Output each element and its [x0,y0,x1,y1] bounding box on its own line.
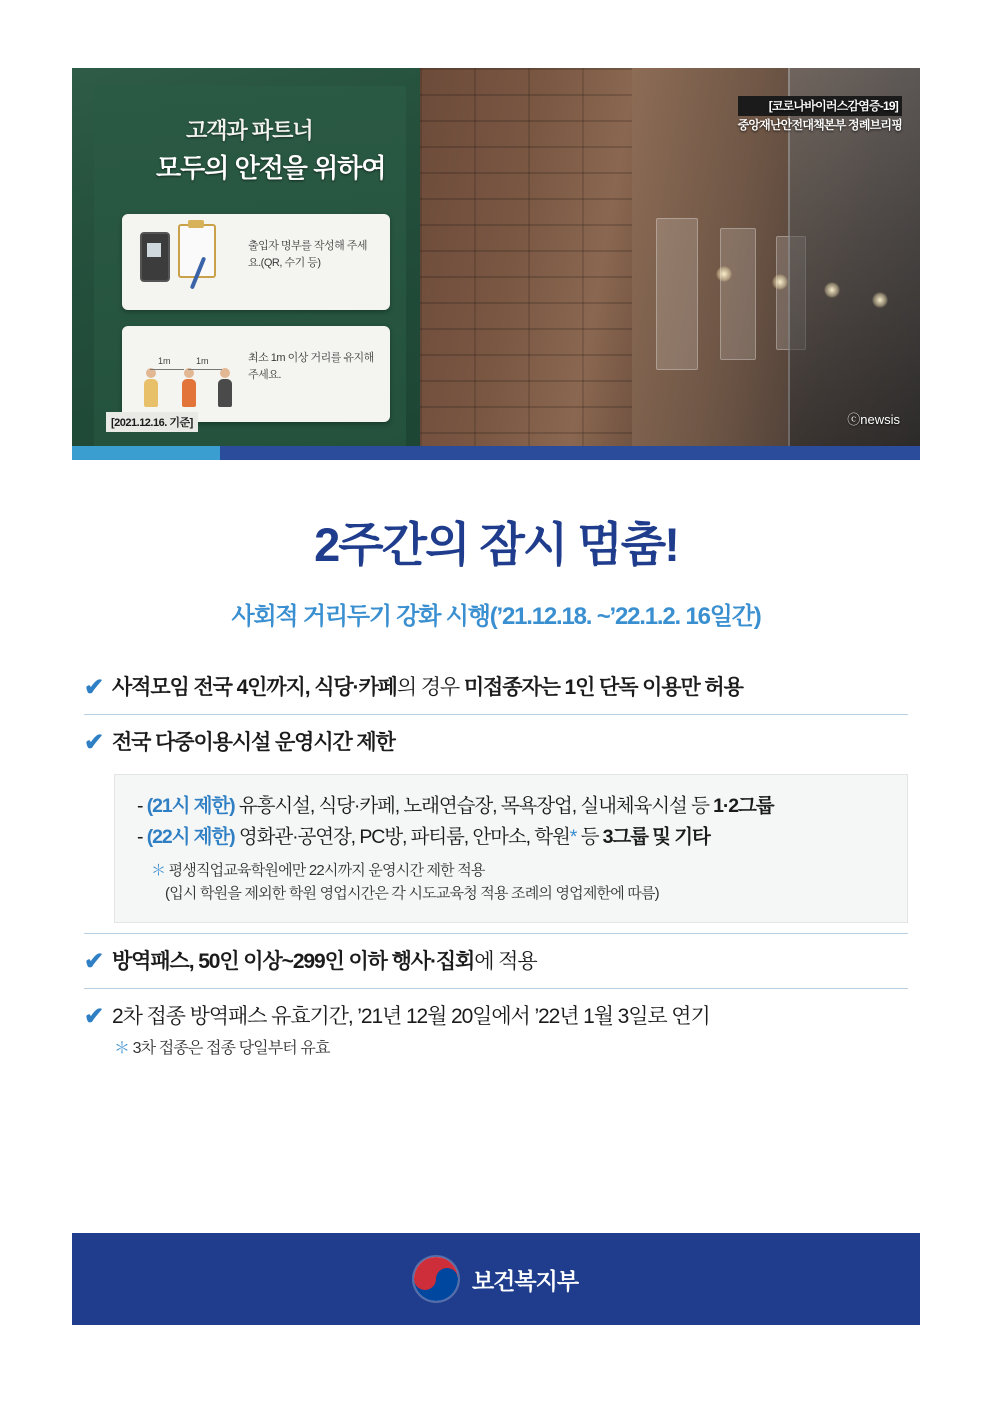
ministry-name: 보건복지부 [471,1267,579,1294]
panel-note-asterisk: ＊ [151,862,166,880]
ceiling-lamp-2 [772,274,788,290]
safety-poster [94,86,406,452]
list-item-operating-hours-text: 전국 다중이용시설 운영시간 제한 [112,731,395,755]
panel-line-21 [137,791,885,822]
panel-line-22-dash: - [137,825,143,848]
check-icon: ✔ [84,947,105,975]
poster-card-distance-text: 최소 1m 이상 거리를 유지해주세요. [248,352,374,381]
banner-bottom-bar-accent [72,446,220,460]
panel-line-22-group: 3그룹 및 기타 [602,825,710,848]
page-title: 2주간의 잠시 멈춤! [314,518,678,571]
list-item-private-gathering [84,660,908,714]
ceiling-lamp-3 [824,282,840,298]
distance-line-left [150,369,184,370]
briefing-tag-line1: [코로나바이러스감염증-19] [738,96,902,116]
check-icon: ✔ [84,729,105,757]
operating-hours-panel [114,774,908,923]
bullet3-part2: 에 적용 [474,949,537,973]
second-dose-note-text: 3차 접종은 접종 당일부터 유효 [132,1040,330,1058]
second-dose-note-asterisk: ＊ [114,1040,130,1058]
panel-line-22 [137,822,885,853]
poster-title-line2: 모두의 안전을 위하여 [156,153,386,183]
bullet1-part3: 미접종자는 1인 단독 이용만 허용 [463,676,743,699]
poster-card-entry-log-text: 출입자 명부를 작성해 주세요.(QR, 수기 등) [248,240,368,269]
photo-banner [72,68,920,460]
panel-note-line1 [151,859,885,882]
distance-label-right: 1m [196,356,209,366]
second-dose-note [84,1033,908,1058]
person-icon-2 [182,368,196,408]
list-item-second-dose-validity [84,989,908,1033]
check-icon: ✔ [84,674,105,701]
briefing-tag [738,96,902,134]
poster-card-entry-log [122,214,390,310]
panel-note-line2: (입시 학원을 제외한 학원 영업시간은 각 시도교육청 적용 조례의 영업제한에 따름) [165,885,659,903]
panel-line-21-body: 유흥시설, 식당·카페, 노래연습장, 목욕장업, 실내체육시설 등 [234,794,714,817]
list-item-vaccine-pass-events [84,934,908,988]
door-1 [656,218,698,370]
banner-photo-corridor [420,68,920,460]
door-2 [720,228,756,360]
check-icon: ✔ [84,1002,105,1030]
list-item-private-gathering-text [112,674,743,702]
brick-wall [420,68,632,460]
banner-photo-poster [72,68,420,460]
bullet1-part2: 의 경우 [396,676,464,699]
panel-line-21-group: 1·2그룹 [713,794,774,817]
panel-line-22-asterisk: * [569,825,577,848]
bullet3-part1: 방역패스, 50인 이상~299인 이하 행사·집회 [112,949,475,973]
briefing-tag-line2: 중앙재난안전대책본부 정례브리핑 [737,118,902,132]
list-item-vaccine-pass-events-text [112,948,537,976]
photo-credit: ⓒnewsis [847,412,900,427]
person-icon-1 [144,368,158,408]
list-item-second-dose-validity-text: 2차 접종 방역패스 유효기간, ’21년 12월 20일에서 ’22년 1월 3일로 연기 [112,1004,710,1028]
panel-line-22-time: (22시 제한) [146,825,235,848]
panel-line-21-time: (21시 제한) [146,794,235,817]
list-item-operating-hours [84,715,908,769]
footer-bar [72,1233,920,1325]
date-tag: [2021.12.16. 기준] [106,412,198,432]
panel-note-line1-text: 평생직업교육학원에만 22시까지 운영시간 제한 적용 [168,862,485,880]
distance-label-left: 1m [158,356,171,366]
distance-line-right [188,369,222,370]
ceiling-lamp-4 [872,292,888,308]
poster-title-line1: 고객과 파트너 [186,118,313,143]
taegeuk-icon [414,1257,458,1301]
content-list [84,660,908,1058]
panel-line-22-body: 영화관·공연장, PC방, 파티룸, 안마소, 학원 [234,825,570,848]
page-subtitle: 사회적 거리두기 강화 시행(’21.12.18. ~’22.1.2. 16일간) [231,603,761,630]
ceiling-lamp-1 [716,266,732,282]
panel-line-21-dash: - [137,794,143,817]
panel-line-22-body2: 등 [576,825,603,848]
bullet1-part1: 사적모임 전국 4인까지, 식당·카페 [112,676,397,699]
footer-logo-group [414,1257,578,1301]
panel-note [137,859,885,906]
poster-card-distance [122,326,390,422]
person-icon-3 [218,368,232,408]
smartphone-icon [140,232,170,282]
banner-bottom-bar [72,446,920,460]
